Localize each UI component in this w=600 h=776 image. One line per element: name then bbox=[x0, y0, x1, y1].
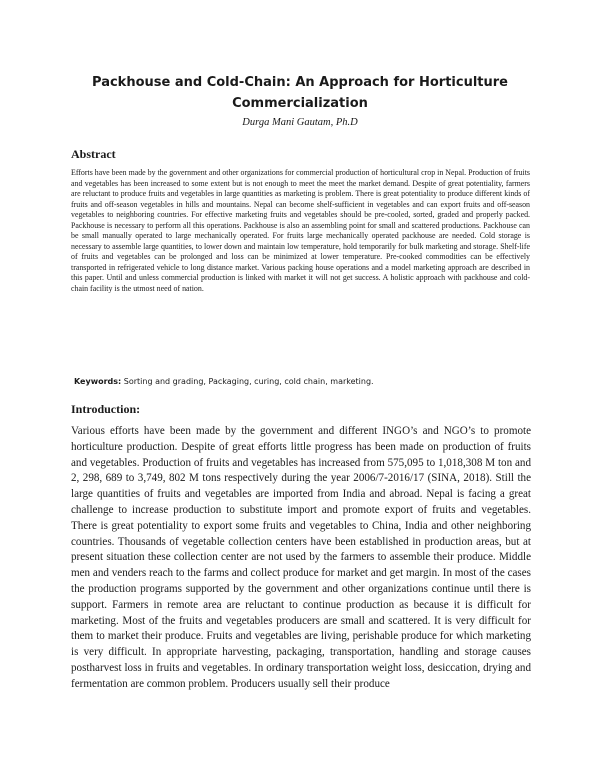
author-name: Durga Mani Gautam, Ph.D bbox=[242, 117, 358, 128]
keywords-label: Keywords: bbox=[74, 377, 122, 386]
abstract-body: Efforts have been made by the government and other organizations for commercial production of horticultural crop in Nepal. Production of fruits and vegetables has been increased to some extent but is not enough to meet the meet the market demand. Despite of great potentiality, farmers are reluctant to produce fruits and vegetables in large quantities as marketing is problem. There is great potentiality to produce different kinds of fruits and off-season vegetables in hills and mountains. Nepal can become shelf-sufficient in vegetables and can export fruits and off-season vegetables to neighboring countries. For effective marketing fruits and vegetables should be pre-cooled, sorted, graded and properly packed. Packhouse is necessary to perform all this operations. Packhouse is also an assembling point for small and scattered productions. Packhouse can be small manually operated to large mechanically operated. For fruits large mechanically operated packhouse are needed. Cold storage is necessary to assemble large quantities, to lower down and maintain low temperature, hold temporarily for bulk marketing and storage. Shelf-life of fruits and vegetables can be prolonged and loss can be minimized at lower temperature. Pre-cooked commodities can be effectively transported in refrigerated vehicle to long distance market. Various packing house operations and a model marketing approach are described in this paper. Until and unless commercial production is linked with market it will not get success. A holistic approach with packhouse and cold-chain facility is the utmost need of nation. bbox=[71, 168, 530, 293]
introduction-heading: Introduction: bbox=[71, 402, 141, 416]
abstract-heading: Abstract bbox=[71, 147, 116, 161]
keywords-text: Sorting and grading, Packaging, curing, cold chain, marketing. bbox=[123, 377, 374, 386]
keywords-line bbox=[74, 376, 534, 387]
paper-title-line-1: Packhouse and Cold-Chain: An Approach for Horticulture bbox=[92, 75, 508, 90]
introduction-body: Various efforts have been made by the government and different INGO’s and NGO’s to promote horticulture production. Despite of great efforts little progress has been made on production of fruits and vegetables. Production of fruits and vegetables has increased from 575,095 to 1,018,308 M ton and 2, 298, 689 to 3,749, 802 M tons respectively during the year 2006/7-2016/17 (SINA, 2018). Still the large quantities of fruits and vegetables are imported from India and abroad. Nepal is facing a great challenge to increase production to substitute import and promote export of fruits and vegetables. There is great potentiality to export some fruits and vegetables to China, India and other neighboring countries. Thousands of vegetable collection centers have been established in production areas, but at present situation these collection center are not used by the farmers to assemble their produce. Middle men and venders reach to the farms and collect produce for market and get margin. In most of the cases the production programs supported by the government and other organizations continue until there is support. Farmers in remote area are reluctant to continue production as because it is difficult for marketing. Most of the fruits and vegetables producers are small and scattered. It is very difficult for them to market their produce. Fruits and vegetables are living, perishable produce for which marketing is very difficult. In appropriate harvesting, packaging, transportation, handling and storage causes postharvest loss in fruits and vegetables. In ordinary transportation weight loss, desiccation, drying and fermentation are common problem. Producers usually sell their produce bbox=[71, 425, 531, 690]
paper-title-line-2: Commercialization bbox=[232, 96, 368, 111]
